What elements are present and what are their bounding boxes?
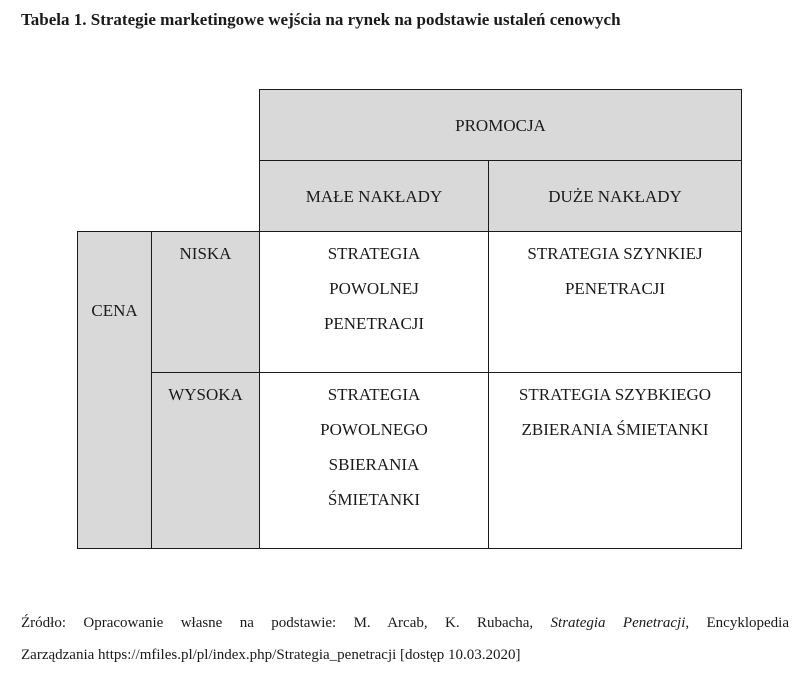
strategy-cell-slow-penetration: STRATEGIA POWOLNEJ PENETRACJI <box>259 231 489 373</box>
column-header-small-budget: MAŁE NAKŁADY <box>259 160 489 232</box>
source-line-2: Zarządzania https://mfiles.pl/pl/index.php/Strategia_penetracji [dostęp 10.03.2020] <box>21 647 521 663</box>
table-title: Tabela 1. Strategie marketingowe wejścia na rynek na podstawie ustaleń cenowych <box>21 10 621 29</box>
column-header-large-budget: DUŻE NAKŁADY <box>488 160 742 232</box>
strategy-cell-fast-penetration: STRATEGIA SZYNKIEJ PENETRACJI <box>488 231 742 373</box>
source-line-1: Źródło: Opracowanie własne na podstawie: M. Arcab, K. Rubacha, Strategia Penetracji, Encyklopedia <box>21 615 789 631</box>
strategy-cell-slow-skimming: STRATEGIA POWOLNEGO SBIERANIA ŚMIETANKI <box>259 372 489 549</box>
strategy-cell-fast-skimming: STRATEGIA SZYBKIEGO ZBIERANIA ŚMIETANKI <box>488 372 742 549</box>
source-note <box>21 607 789 671</box>
row-label-low: NISKA <box>151 231 260 373</box>
price-header: CENA <box>77 231 152 549</box>
source-work-title: Strategia Penetracji <box>550 615 686 631</box>
promotion-header: PROMOCJA <box>259 89 742 161</box>
row-label-high: WYSOKA <box>151 372 260 549</box>
